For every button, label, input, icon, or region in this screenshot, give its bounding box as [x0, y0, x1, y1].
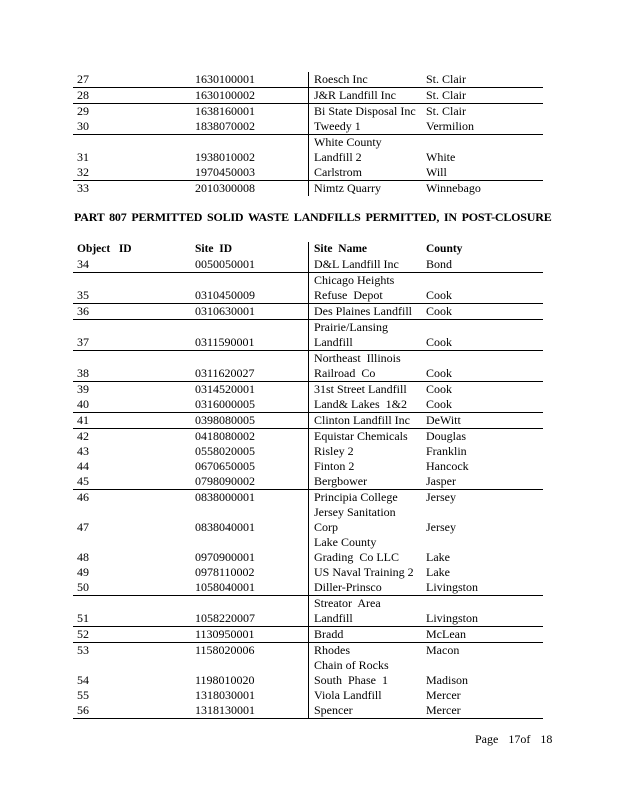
site-name-line: Clinton Landfill Inc — [314, 413, 410, 427]
object-id-cell: 52 — [77, 627, 89, 641]
object-id-cell: 36 — [77, 304, 89, 318]
site-id-cell: 1318030001 — [195, 688, 255, 702]
site-name-line: Spencer — [314, 703, 353, 717]
site-name-line: Rhodes — [314, 643, 350, 657]
site-name-cell — [308, 565, 426, 580]
site-name-cell — [308, 658, 426, 688]
header-site-id: Site ID — [195, 243, 233, 255]
table-header-row — [73, 242, 543, 257]
site-name-cell — [308, 351, 426, 381]
county-cell: Livingston — [426, 580, 479, 594]
site-id-cell: 0838040001 — [195, 520, 255, 534]
site-id-cell: 0050050001 — [195, 257, 255, 271]
table-row — [73, 429, 543, 444]
county-cell: Douglas — [426, 429, 466, 443]
table-row — [73, 320, 543, 351]
site-id-cell: 1838070002 — [195, 119, 255, 133]
header-county: County — [426, 243, 463, 255]
table-row — [73, 304, 543, 320]
site-id-cell: 0310630001 — [195, 304, 255, 318]
site-name-cell — [308, 257, 426, 272]
table-row — [73, 688, 543, 703]
site-name-cell — [308, 320, 426, 350]
table-row — [73, 474, 543, 490]
site-name-line: Equistar Chemicals — [314, 429, 408, 443]
site-name-cell — [308, 627, 426, 642]
object-id-cell: 51 — [77, 611, 89, 625]
object-id-cell: 56 — [77, 703, 89, 717]
table-row — [73, 596, 543, 627]
site-id-cell: 0311590001 — [195, 335, 255, 349]
site-id-cell: 0418080002 — [195, 429, 255, 443]
site-id-cell: 0978110002 — [195, 565, 255, 579]
table-row — [73, 382, 543, 397]
object-id-cell: 29 — [77, 104, 89, 118]
county-cell: White — [426, 150, 456, 164]
table-row — [73, 72, 543, 88]
site-name-line: Lake County — [314, 535, 377, 549]
site-name-cell — [308, 459, 426, 474]
site-name-cell — [308, 688, 426, 703]
table-row — [73, 351, 543, 382]
site-id-cell: 1058040001 — [195, 580, 255, 594]
site-id-cell: 0316000005 — [195, 397, 255, 411]
site-id-cell: 1638160001 — [195, 104, 255, 118]
site-name-cell — [308, 165, 426, 180]
table-row — [73, 119, 543, 135]
object-id-cell: 30 — [77, 119, 89, 133]
site-name-cell — [308, 643, 426, 658]
object-id-cell: 41 — [77, 413, 89, 427]
site-id-cell: 0970900001 — [195, 550, 255, 564]
object-id-cell: 53 — [77, 643, 89, 657]
site-name-line: Streator Area — [314, 596, 381, 610]
site-name-line: Principia College — [314, 490, 398, 504]
object-id-cell: 55 — [77, 688, 89, 702]
site-name-line: South Phase 1 — [314, 673, 389, 687]
county-cell: Hancock — [426, 459, 469, 473]
county-cell: Winnebago — [426, 181, 481, 195]
site-name-line: D&L Landfill Inc — [314, 257, 399, 271]
site-name-line: Landfill — [314, 335, 353, 349]
site-name-cell — [308, 304, 426, 319]
site-name-line: Bi State Disposal Inc — [314, 104, 416, 118]
site-name-cell — [308, 596, 426, 626]
site-id-cell: 1630100002 — [195, 88, 255, 102]
site-name-line: Des Plaines Landfill — [314, 304, 412, 318]
site-id-cell: 0314520001 — [195, 382, 255, 396]
table-row — [73, 703, 543, 719]
county-cell: St. Clair — [426, 72, 467, 86]
site-name-cell — [308, 444, 426, 459]
site-name-cell — [308, 474, 426, 489]
table-row — [73, 627, 543, 643]
site-name-cell — [308, 88, 426, 103]
table-row — [73, 104, 543, 119]
county-cell: Cook — [426, 288, 453, 302]
table-row — [73, 505, 543, 535]
site-id-cell: 1938010002 — [195, 150, 255, 164]
object-id-cell: 27 — [77, 72, 89, 86]
table-row — [73, 444, 543, 459]
table-row — [73, 658, 543, 688]
object-id-cell: 54 — [77, 673, 89, 687]
site-name-line: 31st Street Landfill — [314, 382, 407, 396]
site-name-line: Grading Co LLC — [314, 550, 399, 564]
table-row — [73, 88, 543, 104]
site-name-line: Finton 2 — [314, 459, 355, 473]
county-cell: Jersey — [426, 490, 456, 504]
site-name-line: Viola Landfill — [314, 688, 382, 702]
object-id-cell: 28 — [77, 88, 89, 102]
county-cell: St. Clair — [426, 88, 467, 102]
object-id-cell: 43 — [77, 444, 89, 458]
site-name-line: Northeast Illinois — [314, 351, 401, 365]
object-id-cell: 50 — [77, 580, 89, 594]
site-id-cell: 0670650005 — [195, 459, 255, 473]
table-row — [73, 490, 543, 505]
landfill-table-continued — [73, 72, 543, 196]
table-row — [73, 135, 543, 165]
site-name-line: Landfill — [314, 611, 353, 625]
site-name-line: Roesch Inc — [314, 72, 368, 86]
object-id-cell: 33 — [77, 181, 89, 195]
site-name-line: Prairie/Lansing — [314, 320, 388, 334]
object-id-cell: 47 — [77, 520, 89, 534]
object-id-cell: 44 — [77, 459, 89, 473]
site-name-line: Jersey Sanitation — [314, 505, 396, 519]
site-name-cell — [308, 273, 426, 303]
site-id-cell: 1198010020 — [195, 673, 255, 687]
site-name-line: White County — [314, 135, 382, 149]
site-name-line: Chicago Heights — [314, 273, 395, 287]
site-name-cell — [308, 181, 426, 196]
site-name-cell — [308, 703, 426, 718]
site-name-line: J&R Landfill Inc — [314, 88, 396, 102]
site-name-line: Nimtz Quarry — [314, 181, 381, 195]
post-closure-landfill-table — [73, 242, 543, 719]
site-id-cell: 1158020006 — [195, 643, 255, 657]
county-cell: McLean — [426, 627, 466, 641]
site-id-cell: 0398080005 — [195, 413, 255, 427]
object-id-cell: 45 — [77, 474, 89, 488]
county-cell: DeWitt — [426, 413, 461, 427]
county-cell: Cook — [426, 366, 453, 380]
site-name-line: Carlstrom — [314, 165, 362, 179]
table-row — [73, 257, 543, 273]
county-cell: Lake — [426, 565, 450, 579]
site-name-line: Land& Lakes 1&2 — [314, 397, 407, 411]
object-id-cell: 40 — [77, 397, 89, 411]
site-name-line: Chain of Rocks — [314, 658, 389, 672]
object-id-cell: 46 — [77, 490, 89, 504]
object-id-cell: 48 — [77, 550, 89, 564]
table-row — [73, 580, 543, 596]
object-id-cell: 42 — [77, 429, 89, 443]
site-id-cell: 1130950001 — [195, 627, 255, 641]
site-name-cell — [308, 413, 426, 428]
table-row — [73, 273, 543, 304]
table-row — [73, 459, 543, 474]
site-name-cell — [308, 429, 426, 444]
site-name-cell — [308, 72, 426, 87]
county-cell: Cook — [426, 397, 453, 411]
header-site-name: Site Name — [308, 242, 426, 257]
page-number: Page 17of 18 — [475, 732, 553, 746]
site-id-cell: 1058220007 — [195, 611, 255, 625]
county-cell: Bond — [426, 257, 453, 271]
object-id-cell: 34 — [77, 257, 89, 271]
object-id-cell: 35 — [77, 288, 89, 302]
site-name-line: Risley 2 — [314, 444, 354, 458]
site-id-cell: 1630100001 — [195, 72, 255, 86]
table-row — [73, 535, 543, 565]
site-name-cell — [308, 535, 426, 565]
table-row — [73, 413, 543, 429]
site-id-cell: 2010300008 — [195, 181, 255, 195]
site-name-line: Bradd — [314, 627, 344, 641]
object-id-cell: 31 — [77, 150, 89, 164]
site-id-cell: 0310450009 — [195, 288, 255, 302]
site-name-line: Tweedy 1 — [314, 119, 361, 133]
site-name-cell — [308, 505, 426, 535]
site-id-cell: 0838000001 — [195, 490, 255, 504]
site-name-cell — [308, 580, 426, 595]
county-cell: Livingston — [426, 611, 479, 625]
object-id-cell: 37 — [77, 335, 89, 349]
county-cell: Mercer — [426, 703, 461, 717]
object-id-cell: 49 — [77, 565, 89, 579]
site-name-cell — [308, 119, 426, 134]
site-name-cell — [308, 490, 426, 505]
site-name-line: Landfill 2 — [314, 150, 362, 164]
county-cell: Madison — [426, 673, 468, 687]
object-id-cell: 32 — [77, 165, 89, 179]
site-id-cell: 0311620027 — [195, 366, 255, 380]
site-name-line: Diller-Prinsco — [314, 580, 382, 594]
county-cell: Cook — [426, 382, 453, 396]
table-row — [73, 165, 543, 181]
table-row — [73, 643, 543, 658]
site-name-cell — [308, 397, 426, 412]
county-cell: Cook — [426, 335, 453, 349]
site-id-cell: 1970450003 — [195, 165, 255, 179]
site-name-cell — [308, 104, 426, 119]
site-name-cell — [308, 135, 426, 165]
county-cell: Vermilion — [426, 119, 474, 133]
site-name-line: Refuse Depot — [314, 288, 383, 302]
table-row — [73, 397, 543, 413]
county-cell: Will — [426, 165, 447, 179]
site-name-cell — [308, 382, 426, 397]
county-cell: Macon — [426, 643, 460, 657]
site-name-line: US Naval Training 2 — [314, 565, 414, 579]
table-row — [73, 565, 543, 580]
county-cell: Franklin — [426, 444, 467, 458]
site-id-cell: 1318130001 — [195, 703, 255, 717]
section-title: PART 807 PERMITTED SOLID WASTE LANDFILLS PERMITTED, IN POST-CLOSURE — [74, 210, 552, 224]
header-object-id: Object ID — [77, 243, 132, 255]
site-name-line: Railroad Co — [314, 366, 376, 380]
site-name-line: Corp — [314, 520, 338, 534]
county-cell: Jersey — [426, 520, 456, 534]
site-id-cell: 0558020005 — [195, 444, 255, 458]
county-cell: Cook — [426, 304, 453, 318]
county-cell: Mercer — [426, 688, 461, 702]
object-id-cell: 39 — [77, 382, 89, 396]
table-row — [73, 181, 543, 196]
object-id-cell: 38 — [77, 366, 89, 380]
site-id-cell: 0798090002 — [195, 474, 255, 488]
county-cell: Jasper — [426, 474, 456, 488]
county-cell: Lake — [426, 550, 450, 564]
county-cell: St. Clair — [426, 104, 467, 118]
site-name-line: Bergbower — [314, 474, 368, 488]
